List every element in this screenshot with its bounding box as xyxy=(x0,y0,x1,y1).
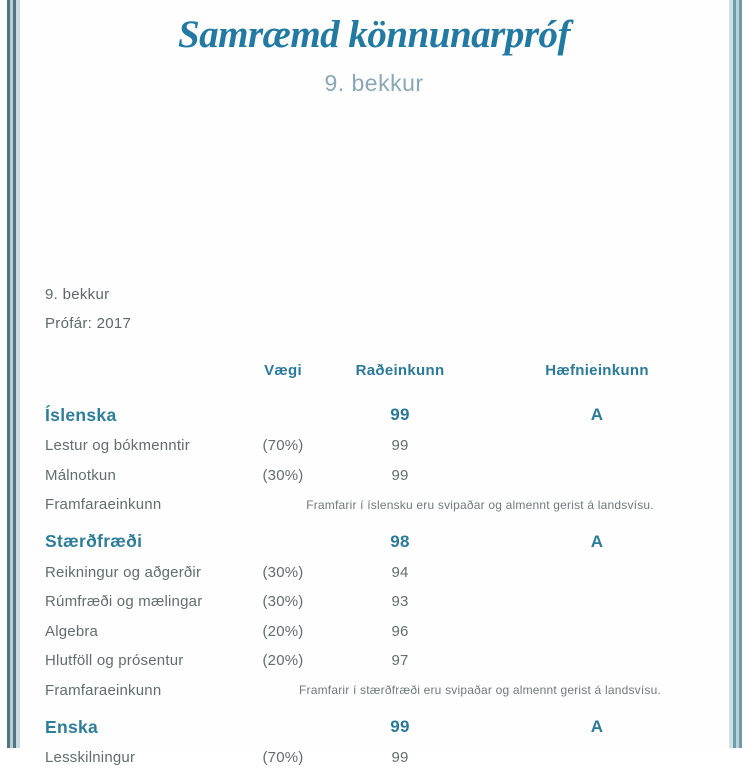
page-title: Samræmd könnunarpróf xyxy=(177,13,571,56)
row-rank: 94 xyxy=(391,563,409,581)
table-row xyxy=(0,431,748,461)
section-name: Enska xyxy=(45,716,99,737)
progress-text: Framfarir í íslensku eru svipaðar og almennt gerist á landsvísu. xyxy=(306,497,654,512)
row-label: Algebra xyxy=(45,622,99,640)
row-weight: (30%) xyxy=(262,563,304,581)
row-rank: 93 xyxy=(391,593,409,611)
section-competence-grade: A xyxy=(590,531,604,551)
table-row xyxy=(0,743,748,773)
row-label: Reikningur og aðgerðir xyxy=(45,563,202,581)
table-row xyxy=(0,461,748,491)
section-rank-score: 99 xyxy=(390,405,410,424)
row-label: Lestur og bókmenntir xyxy=(45,437,190,455)
section-competence-grade: A xyxy=(590,405,604,424)
section-header-row xyxy=(0,399,748,431)
column-header-competence: Hæfnieinkunn xyxy=(545,362,649,379)
page-subtitle: 9. bekkur xyxy=(324,70,424,96)
table-row xyxy=(0,646,748,676)
section-name: Stærðfræði xyxy=(45,531,143,551)
section-name: Íslenska xyxy=(45,404,117,425)
table-header-row xyxy=(0,358,748,399)
row-weight: (70%) xyxy=(262,749,304,767)
table-row xyxy=(0,617,748,647)
row-rank: 97 xyxy=(391,652,409,670)
section-enska xyxy=(0,711,748,773)
progress-text: Framfarir í stærðfræði eru svipaðar og almennt gerist á landsvísu. xyxy=(298,683,661,698)
row-rank: 96 xyxy=(391,622,409,640)
row-label: Rúmfræði og mælingar xyxy=(45,593,203,611)
row-weight: (30%) xyxy=(262,466,304,484)
column-header-rank: Raðeinkunn xyxy=(355,362,445,379)
meta-exam-year: Prófár: 2017 xyxy=(45,315,132,332)
section-rank-score: 99 xyxy=(390,717,410,736)
row-label: Málnotkun xyxy=(45,466,117,484)
section-islenska xyxy=(0,399,748,520)
table-row xyxy=(0,587,748,617)
row-rank: 99 xyxy=(391,749,409,767)
section-header-row xyxy=(0,711,748,743)
row-weight: (70%) xyxy=(262,437,304,455)
progress-label: Framfaraeinkunn xyxy=(45,681,162,699)
report-meta xyxy=(45,280,131,338)
row-weight: (20%) xyxy=(262,622,304,640)
section-staerdfraedi xyxy=(0,526,748,706)
progress-row xyxy=(0,490,748,520)
progress-label: Framfaraeinkunn xyxy=(45,496,162,514)
section-competence-grade: A xyxy=(590,717,604,736)
row-weight: (20%) xyxy=(262,652,304,670)
row-label: Lesskilningur xyxy=(45,749,136,767)
results-table xyxy=(0,358,748,773)
column-header-weight: Vægi xyxy=(264,362,302,379)
table-row xyxy=(0,558,748,588)
section-rank-score: 98 xyxy=(390,531,410,551)
row-rank: 99 xyxy=(391,466,409,484)
row-label: Hlutföll og prósentur xyxy=(45,652,184,670)
row-weight: (30%) xyxy=(262,593,304,611)
progress-row xyxy=(0,676,748,706)
row-rank: 99 xyxy=(391,437,409,455)
section-header-row xyxy=(0,526,748,558)
meta-grade: 9. bekkur xyxy=(45,286,110,303)
